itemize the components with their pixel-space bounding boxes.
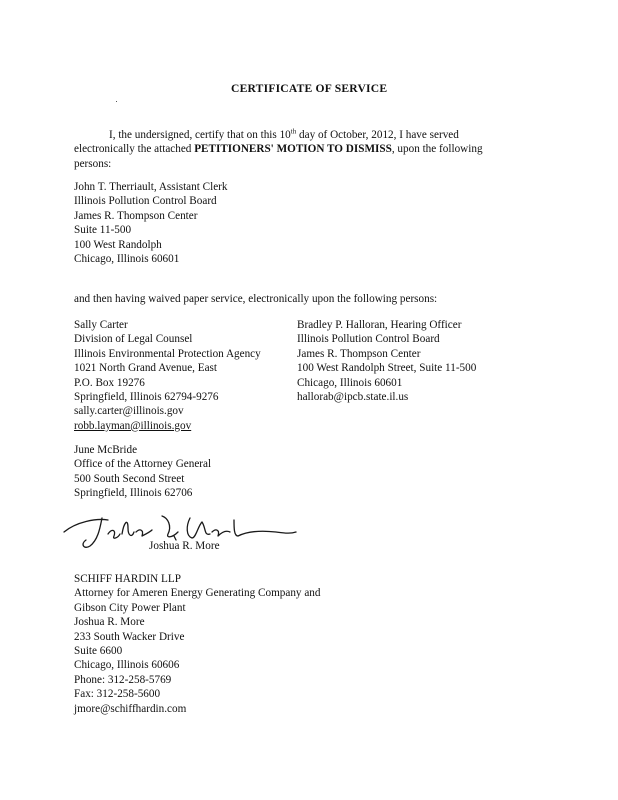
intro-text-d: , upon the following xyxy=(391,143,483,156)
stray-mark xyxy=(116,101,117,102)
recipient-line: Illinois Environmental Protection Agency xyxy=(74,347,261,360)
recipient-line: Office of the Attorney General xyxy=(74,458,212,471)
clerk-line: John T. Therriault, Assistant Clerk xyxy=(74,181,228,193)
clerk-line: 100 West Randolph xyxy=(74,238,162,251)
left-recipient-block xyxy=(74,318,261,433)
recipient-line: Springfield, Illinois 62706 xyxy=(74,487,193,500)
firm-line: Attorney for Ameren Energy Generating Company and xyxy=(74,587,321,600)
recipient-line: Chicago, Illinois 60601 xyxy=(297,376,403,389)
recipient-line: 100 West Randolph Street, Suite 11-500 xyxy=(297,362,477,375)
right-recipient-block xyxy=(297,318,476,404)
motion-title: PETITIONERS' MOTION TO DISMISS xyxy=(194,143,392,156)
recipient-line: Division of Legal Counsel xyxy=(74,333,193,346)
intro-line-1 xyxy=(74,128,534,142)
recipient-line: June McBride xyxy=(74,444,138,456)
recipient-line: 1021 North Grand Avenue, East xyxy=(74,362,218,375)
intro-superscript: th xyxy=(290,127,297,136)
clerk-line: James R. Thompson Center xyxy=(74,209,198,222)
firm-email[interactable]: jmore@schiffhardin.com xyxy=(74,702,187,715)
recipient-line: Illinois Pollution Control Board xyxy=(297,333,440,346)
firm-line: Chicago, Illinois 60606 xyxy=(74,659,180,672)
clerk-address-block xyxy=(74,180,228,266)
firm-line: 233 South Wacker Drive xyxy=(74,630,185,643)
firm-line: Gibson City Power Plant xyxy=(74,601,186,614)
intro-line-3: persons: xyxy=(74,157,112,170)
firm-signature-block xyxy=(74,572,320,716)
recipient-email[interactable]: hallorab@ipcb.state.il.us xyxy=(297,390,409,403)
recipient-line: James R. Thompson Center xyxy=(297,347,421,360)
clerk-line: Illinois Pollution Control Board xyxy=(74,195,217,208)
recipient-line: 500 South Second Street xyxy=(74,472,185,485)
recipient-email[interactable]: sally.carter@illinois.gov xyxy=(74,405,184,418)
intro-paragraph xyxy=(74,128,534,171)
page-title: CERTIFICATE OF SERVICE xyxy=(231,82,388,95)
recipient-email[interactable]: robb.layman@illinois.gov xyxy=(74,419,192,432)
intro-text-a: I, the undersigned, certify that on this 10 xyxy=(109,129,291,141)
recipient-line: P.O. Box 19276 xyxy=(74,376,145,389)
clerk-line: Suite 11-500 xyxy=(74,224,132,237)
firm-line: Suite 6600 xyxy=(74,644,123,657)
firm-line: SCHIFF HARDIN LLP xyxy=(74,573,181,585)
third-recipient-block xyxy=(74,443,211,501)
signature-name: Joshua R. More xyxy=(149,540,220,552)
recipient-line: Sally Carter xyxy=(74,319,128,331)
waived-service-text: and then having waived paper service, electronically upon the following persons: xyxy=(74,293,438,305)
recipient-line: Springfield, Illinois 62794-9276 xyxy=(74,390,219,403)
intro-text-c: electronically the attached xyxy=(74,143,195,156)
firm-line: Joshua R. More xyxy=(74,616,145,629)
firm-line: Fax: 312-258-5600 xyxy=(74,688,161,701)
intro-line-2 xyxy=(74,142,534,156)
firm-line: Phone: 312-258-5769 xyxy=(74,673,172,686)
intro-text-b: day of October, 2012, I have served xyxy=(296,129,459,141)
clerk-line: Chicago, Illinois 60601 xyxy=(74,252,180,265)
recipient-line: Bradley P. Halloran, Hearing Officer xyxy=(297,319,462,331)
